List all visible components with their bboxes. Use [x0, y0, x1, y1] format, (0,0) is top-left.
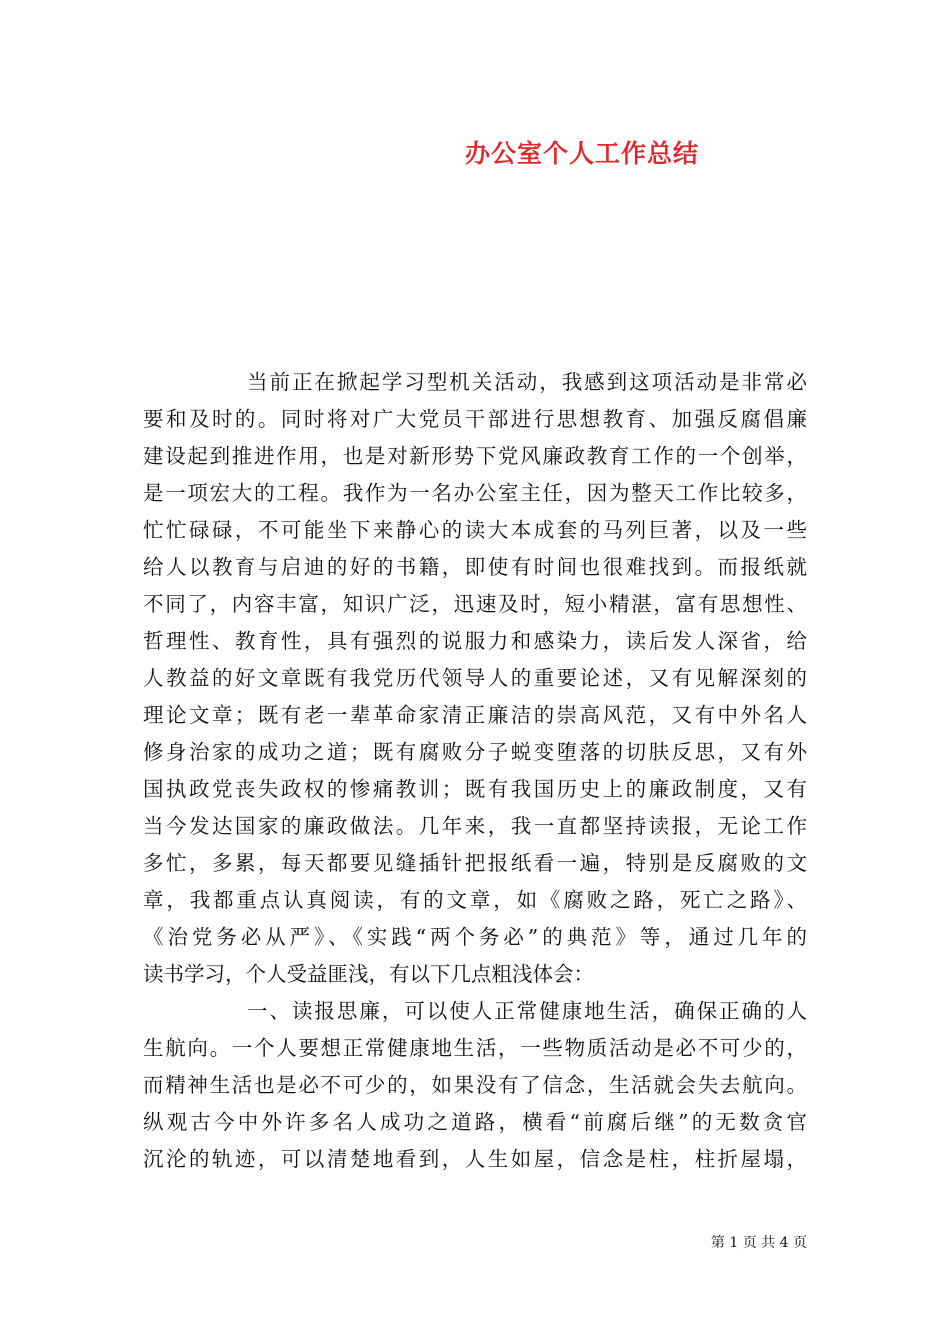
paragraph-line: 纵观古今中外许多名人成功之道路，横看“前腐后继”的无数贪官 [143, 1110, 807, 1134]
page-number: 第 1 页 共 4 页 [710, 1235, 807, 1251]
paragraph-line: 理论文章；既有老一辈革命家清正廉洁的崇高风范，又有中外名人 [143, 703, 807, 727]
paragraph-line: 沉沦的轨迹，可以清楚地看到，人生如屋，信念是柱，柱折屋塌， [143, 1147, 807, 1171]
paragraph-line: 修身治家的成功之道；既有腐败分子蜕变堕落的切肤反思，又有外 [143, 740, 807, 764]
document-body [143, 364, 807, 1178]
paragraph-line: 忙忙碌碌，不可能坐下来静心的读大本成套的马列巨著，以及一些 [143, 518, 807, 542]
paragraph-line: 不同了，内容丰富，知识广泛，迅速及时，短小精湛，富有思想性、 [143, 592, 807, 616]
document-title: 办公室个人工作总结 [464, 139, 699, 168]
paragraph-line: 一、读报思廉，可以使人正常健康地生活，确保正确的人 [247, 999, 807, 1023]
paragraph-line: 读书学习，个人受益匪浅，有以下几点粗浅体会： [143, 962, 594, 986]
paragraph-line: 要和及时的。同时将对广大党员干部进行思想教育、加强反腐倡廉 [143, 407, 807, 431]
paragraph-line: 哲理性、教育性，具有强烈的说服力和感染力，读后发人深省，给 [143, 629, 807, 653]
paragraph-line: 而精神生活也是必不可少的，如果没有了信念，生活就会失去航向。 [143, 1073, 807, 1097]
paragraph-line: 是一项宏大的工程。我作为一名办公室主任，因为整天工作比较多， [143, 481, 807, 505]
paragraph-line: 当今发达国家的廉政做法。几年来，我一直都坚持读报，无论工作 [143, 814, 807, 838]
paragraph-line: 给人以教育与启迪的好的书籍，即使有时间也很难找到。而报纸就 [143, 555, 807, 579]
paragraph-line: 人教益的好文章既有我党历代领导人的重要论述，又有见解深刻的 [143, 666, 807, 690]
paragraph-line: 建设起到推进作用，也是对新形势下党风廉政教育工作的一个创举， [143, 444, 807, 468]
paragraph-line: 国执政党丧失政权的惨痛教训；既有我国历史上的廉政制度，又有 [143, 777, 807, 801]
paragraph-line: 当前正在掀起学习型机关活动，我感到这项活动是非常必 [247, 370, 807, 394]
paragraph-line: 生航向。一个人要想正常健康地生活，一些物质活动是必不可少的， [143, 1036, 807, 1060]
paragraph-line: 章，我都重点认真阅读，有的文章，如《腐败之路，死亡之路》、 [143, 888, 807, 912]
paragraph-line: 多忙，多累，每天都要见缝插针把报纸看一遍，特别是反腐败的文 [143, 851, 807, 875]
page-footer [0, 1232, 950, 1252]
paragraph-line: 《治党务必从严》、《实践“两个务必”的典范》等，通过几年的 [143, 925, 807, 949]
